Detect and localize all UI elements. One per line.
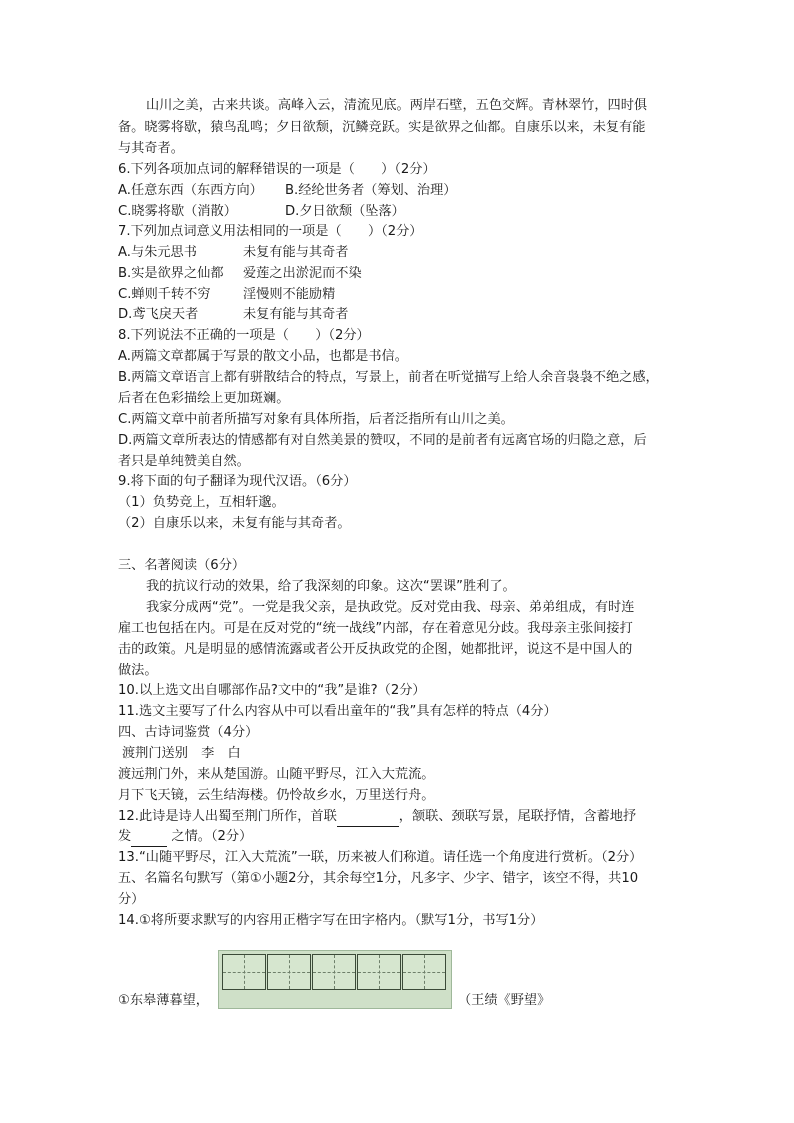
excerpt-line: 我家分成两“党”。一党是我父亲，是执政党。反对党由我、母亲、弟弟组成，有时连 bbox=[146, 600, 635, 615]
grid-cell[interactable] bbox=[267, 954, 311, 990]
grid-writing-strip bbox=[219, 992, 451, 1008]
q14-item-suffix: （王绩《野望》 bbox=[458, 993, 551, 1008]
q7-option-b: B.实是欲界之仙都 bbox=[118, 266, 224, 281]
answer-blank[interactable] bbox=[131, 828, 167, 847]
q8-option-b-cont: 后者在色彩描绘上更加斑斓。 bbox=[118, 391, 290, 406]
section-3-heading: 三、名著阅读（6分） bbox=[118, 558, 246, 573]
q7-option-c: C.蝉则千转不穷 bbox=[118, 287, 211, 302]
grid-cell[interactable] bbox=[402, 954, 446, 990]
poem-line: 渡远荆门外，来从楚国游。山随平野尽，江入大荒流。 bbox=[118, 767, 435, 782]
q7-option-b-pair: 爱莲之出淤泥而不染 bbox=[243, 266, 362, 281]
section-5-heading-cont: 分） bbox=[118, 892, 145, 907]
poem-title: 渡荆门送别 李 白 bbox=[122, 746, 241, 761]
q8-option-c: C.两篇文章中前者所描写对象有具体所指，后者泛指所有山川之美。 bbox=[118, 412, 514, 427]
question-7-stem: 7.下列加点词意义用法相同的一项是（ ）（2分） bbox=[118, 224, 423, 239]
q12-text-part: 12.此诗是诗人出蜀至荆门所作，首联 bbox=[118, 809, 337, 824]
excerpt-line: 击的政策。凡是明显的感情流露或者公开反执政党的企图，她都批评，说这不是中国人的 bbox=[118, 642, 633, 657]
q7-option-a: A.与朱元思书 bbox=[118, 245, 197, 260]
excerpt-line: 做法。 bbox=[118, 663, 158, 678]
q6-option-a: A.任意东西（东西方向） bbox=[118, 183, 263, 198]
q8-option-d-cont: 者只是单纯赞美自然。 bbox=[118, 454, 250, 469]
question-6-stem: 6.下列各项加点词的解释错误的一项是（ ）（2分） bbox=[118, 162, 436, 177]
question-13: 13.“山随平野尽，江入大荒流”一联，历来被人们称道。请任选一个角度进行赏析。（2分） bbox=[118, 850, 643, 865]
excerpt-line: 我的抗议行动的效果，给了我深刻的印象。这次“罢课”胜利了。 bbox=[146, 579, 516, 594]
q6-option-d: D.夕日欲颓（坠落） bbox=[285, 204, 405, 219]
question-8-stem: 8.下列说法不正确的一项是（ ）（2分） bbox=[118, 328, 370, 343]
q7-option-d-pair: 未复有能与其奇者 bbox=[243, 307, 349, 322]
question-9-stem: 9.将下面的句子翻译为现代汉语。（6分） bbox=[118, 474, 357, 489]
grid-cell[interactable] bbox=[312, 954, 356, 990]
q8-option-d: D.两篇文章所表达的情感都有对自然美景的赞叹，不同的是前者有远离官场的归隐之意，后 bbox=[118, 433, 647, 448]
passage-line: 山川之美，古来共谈。高峰入云，清流见底。两岸石壁，五色交辉。青林翠竹，四时俱 bbox=[146, 98, 648, 113]
section-4-heading: 四、古诗词鉴赏（4分） bbox=[118, 725, 259, 740]
poem-line: 月下飞天镜，云生结海楼。仍怜故乡水，万里送行舟。 bbox=[118, 788, 435, 803]
grid-cell[interactable] bbox=[357, 954, 401, 990]
question-10: 10.以上选文出自哪部作品?文中的“我”是谁?（2分） bbox=[118, 683, 426, 698]
question-14: 14.①将所要求默写的内容用正楷字写在田字格内。（默写1分，书写1分） bbox=[118, 913, 544, 928]
q7-option-d: D.鸢飞戾天者 bbox=[118, 307, 199, 322]
question-12 bbox=[118, 808, 636, 826]
q6-option-b: B.经纶世务者（筹划、治理） bbox=[285, 183, 457, 198]
question-12-cont bbox=[118, 828, 252, 846]
grid-cell[interactable] bbox=[222, 954, 266, 990]
q9-sentence-1: （1）负势竞上，互相轩邈。 bbox=[118, 495, 285, 510]
q7-option-a-pair: 未复有能与其奇者 bbox=[243, 245, 349, 260]
q12-text-part: ，颔联、颈联写景，尾联抒情，含蓄地抒 bbox=[398, 809, 637, 824]
q6-option-c: C.晓雾将歇（消散） bbox=[118, 204, 237, 219]
passage-line: 与其奇者。 bbox=[118, 141, 184, 156]
answer-blank[interactable] bbox=[337, 808, 399, 827]
passage-line: 备。晓雾将歇，猿鸟乱鸣；夕日欲颓，沉鳞竞跃。实是欲界之仙都。自康乐以来，未复有能 bbox=[118, 120, 646, 135]
tianzige-answer-grid[interactable] bbox=[218, 950, 452, 1009]
q14-item-prefix: ①东皋薄暮望， bbox=[118, 993, 209, 1008]
grid-row bbox=[222, 954, 449, 990]
q9-sentence-2: （2）自康乐以来，未复有能与其奇者。 bbox=[118, 516, 351, 531]
question-11: 11.选文主要写了什么内容从中可以看出童年的“我”具有怎样的特点（4分） bbox=[118, 704, 557, 719]
q8-option-b: B.两篇文章语言上都有骈散结合的特点，写景上，前者在听觉描写上给人余音袅袅不绝之感， bbox=[118, 370, 659, 385]
q12-text-part: 发 bbox=[118, 829, 132, 844]
q12-text-part: 之情。（2分） bbox=[167, 829, 253, 844]
q7-option-c-pair: 淫慢则不能励精 bbox=[243, 287, 336, 302]
excerpt-line: 雇工也包括在内。可是在反对党的“统一战线”内部，存在着意见分歧。我母亲主张间接打 bbox=[118, 621, 633, 636]
q8-option-a: A.两篇文章都属于写景的散文小品，也都是书信。 bbox=[118, 349, 408, 364]
section-5-heading: 五、名篇名句默写（第①小题2分，其余每空1分，凡多字、少字、错字，该空不得，共10 bbox=[118, 871, 639, 886]
